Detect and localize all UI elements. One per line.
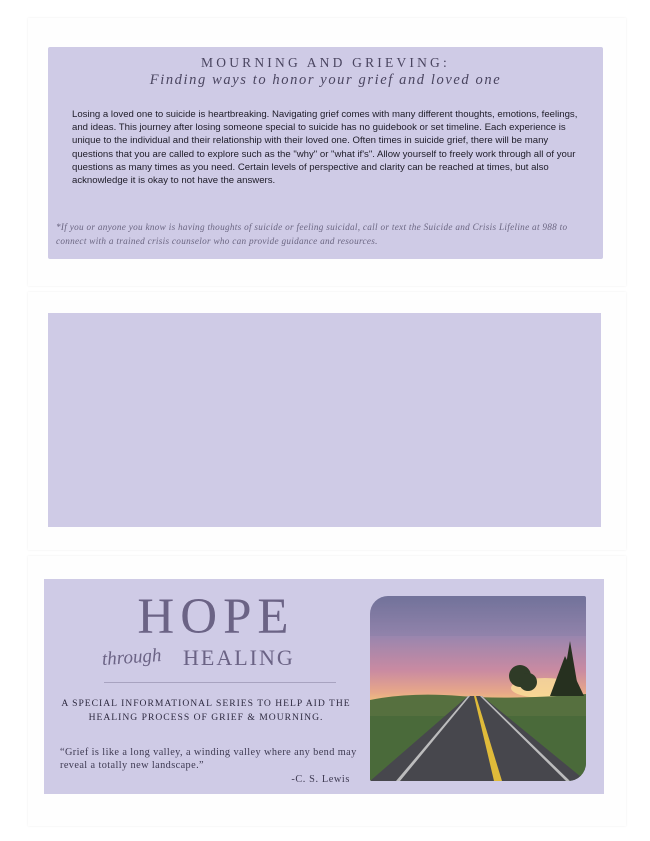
quote-text: “Grief is like a long valley, a winding valley where any bend may reveal a totally new landscape.” xyxy=(60,747,357,771)
crisis-note: *If you or anyone you know is having thoughts of suicide or feeling suicidal, call or text the Suicide and Crisis Lifeline at 988 to connect with a trained crisis counselor who can provide guidance and resources. xyxy=(56,222,568,246)
logo-through: through xyxy=(101,644,163,671)
logo-healing: HEALING xyxy=(183,645,295,670)
quote-author: -C. S. Lewis xyxy=(291,774,350,785)
road-sunset-photo xyxy=(370,596,586,781)
blank-panel xyxy=(48,313,601,527)
mourning-subtitle: Finding ways to honor your grief and loved one xyxy=(149,72,502,88)
divider xyxy=(104,682,336,683)
cover-panel xyxy=(44,579,604,794)
mourning-body: Losing a loved one to suicide is heartbreaking. Navigating grief comes with many different thoughts, emotions, feelings, and ideas. This journey after losing someone special to suicide has no guidebook or set timeline. Each experience is unique to the individual and their relationship with their loved one. Often times in suicide grief, there will be many questions that you are called to explore such as the "why" or "what if's". Allow yourself to freely work through all of your questions as many times as you need. Certain levels of perspective and clarity can be reached at times, but also acknowledge it is okay to not have the answers. xyxy=(72,109,578,187)
mourning-panel xyxy=(48,47,603,259)
logo-hope: HOPE xyxy=(137,589,295,645)
mourning-title: MOURNING AND GRIEVING: xyxy=(201,55,450,70)
series-description: A SPECIAL INFORMATIONAL SERIES TO HELP AID THE HEALING PROCESS OF GRIEF & MOURNING. xyxy=(61,698,351,723)
